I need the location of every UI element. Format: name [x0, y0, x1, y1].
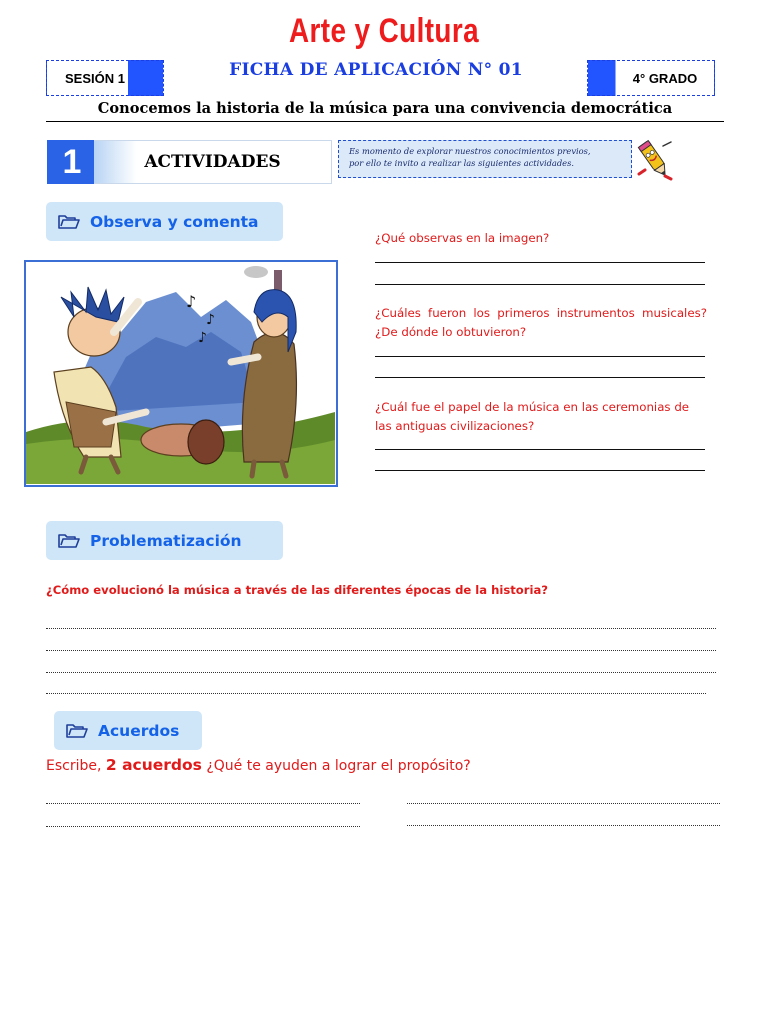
svg-text:♪: ♪ [206, 312, 215, 328]
answer-line[interactable] [375, 470, 705, 471]
pencil-mascot-icon [633, 136, 677, 182]
folder-icon [58, 214, 80, 230]
dotted-answer-line[interactable] [46, 803, 360, 804]
intro-line-2: por ello te invito a realizar las siguientes actividades. [349, 158, 574, 168]
dotted-answer-line[interactable] [46, 693, 706, 694]
dotted-answer-line[interactable] [46, 672, 716, 673]
intro-note [338, 140, 632, 178]
question-observa-1: ¿Qué observas en la imagen? [375, 231, 550, 245]
folder-icon [66, 723, 88, 739]
folder-icon [58, 533, 80, 549]
section-problematizacion-title: Problematización [90, 531, 242, 550]
section-problematizacion [46, 521, 283, 560]
dotted-answer-line[interactable] [46, 650, 716, 651]
question-problematizacion: ¿Cómo evolucionó la música a través de las diferentes épocas de la historia? [46, 583, 548, 597]
answer-line[interactable] [375, 262, 705, 263]
page-title: Arte y Cultura [288, 12, 480, 50]
session-badge [46, 60, 164, 96]
section-observa-y-comenta [46, 202, 283, 241]
worksheet-title: FICHA DE APLICACIÓN N° 01 [229, 60, 523, 80]
dotted-answer-line[interactable] [46, 826, 360, 827]
svg-text:♪: ♪ [198, 330, 207, 346]
grade-label: 4° GRADO [632, 70, 698, 86]
section-acuerdos-title: Acuerdos [98, 721, 180, 740]
dotted-answer-line[interactable] [407, 803, 720, 804]
svg-text:♪: ♪ [186, 292, 197, 311]
acuerdos-prompt-end: ¿Qué te ayuden a lograr el propósito? [206, 758, 471, 774]
section-acuerdos [54, 711, 202, 750]
prehistoric-music-illustration [24, 260, 338, 487]
question-observa-3: ¿Cuál fue el papel de la música en las ceremonias de las antiguas civilizaciones? [375, 400, 690, 433]
answer-line[interactable] [375, 356, 705, 357]
activity-number: 1 [47, 140, 97, 184]
answer-line[interactable] [375, 449, 705, 450]
acuerdos-prompt-emphasis: 2 acuerdos [105, 756, 202, 774]
grade-badge [587, 60, 715, 96]
activities-heading: ACTIVIDADES [94, 140, 332, 184]
subtitle-underline [46, 121, 724, 122]
answer-line[interactable] [375, 377, 705, 378]
section-observa-title: Observa y comenta [90, 212, 259, 231]
dotted-answer-line[interactable] [46, 628, 716, 629]
dotted-answer-line[interactable] [407, 825, 720, 826]
acuerdos-prompt-start: Escribe, [46, 758, 102, 774]
worksheet-subtitle: Conocemos la historia de la música para una convivencia democrática [97, 100, 673, 117]
acuerdos-prompt [46, 756, 726, 774]
intro-line-1: Es momento de explorar nuestros conocimientos previos, [349, 146, 591, 156]
session-label: SESIÓN 1 [65, 70, 125, 86]
question-observa-2: ¿Cuáles fueron los primeros instrumentos musicales? ¿De dónde lo obtuvieron? [375, 306, 707, 339]
answer-line[interactable] [375, 284, 705, 285]
